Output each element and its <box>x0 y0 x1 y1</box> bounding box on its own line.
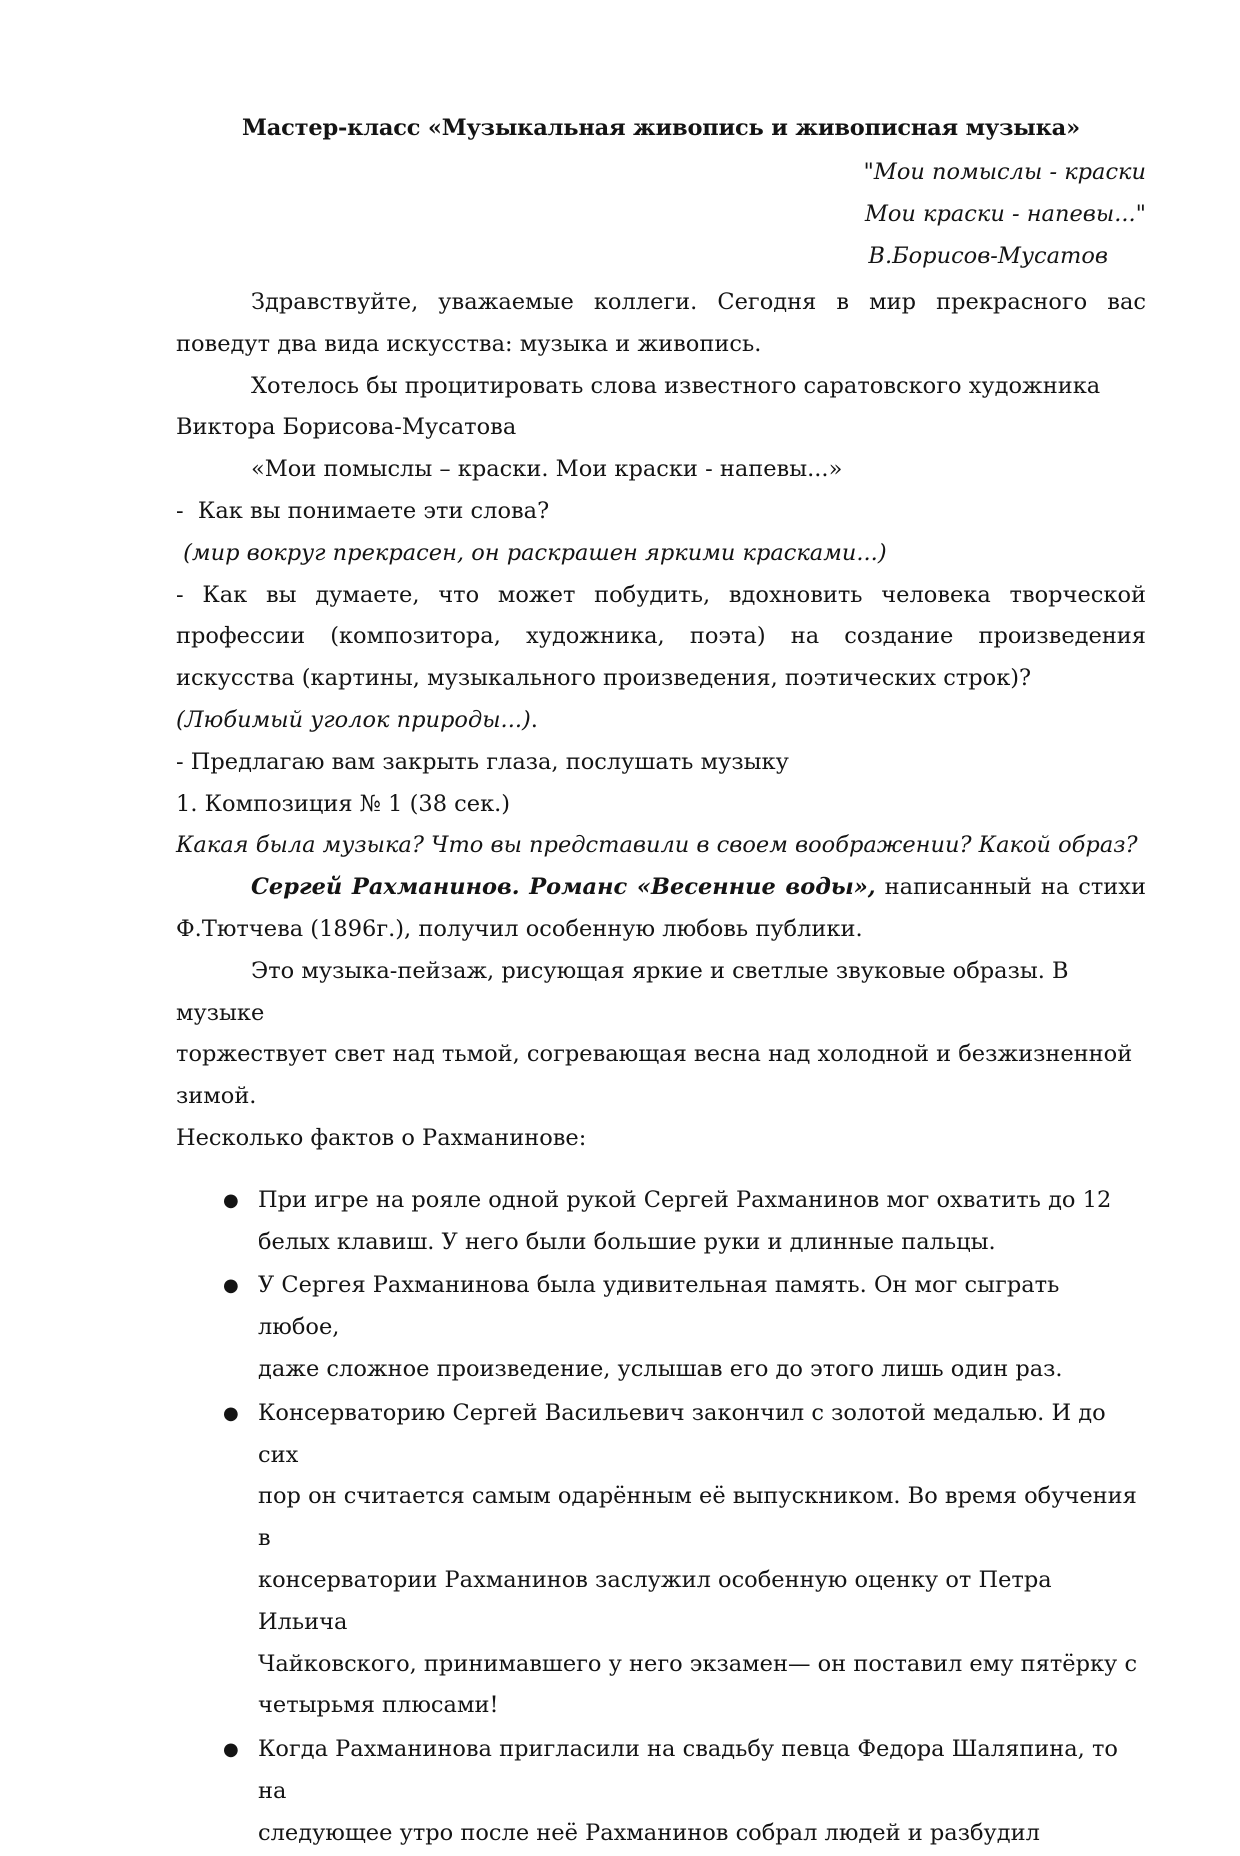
list-item <box>176 1729 1146 1854</box>
bullet-icon: ● <box>223 1189 239 1211</box>
document-page <box>176 0 1146 1846</box>
answer-2-period: . <box>530 706 538 733</box>
epigraph <box>863 152 1146 277</box>
document-body <box>176 282 1146 1856</box>
fact-1-line-2: белых клавиш. У него были большие руки и длинные пальцы. <box>258 1228 996 1255</box>
facts-intro: Несколько фактов о Рахманинове: <box>176 1124 587 1151</box>
epigraph-author: В.Борисов-Мусатов <box>868 242 1108 269</box>
fact-2-line-1: У Сергея Рахманинова была удивительная память. Он мог сыграть любое, <box>258 1272 1060 1341</box>
list-item <box>176 1180 1146 1264</box>
quote-intro-line-1: Хотелось бы процитировать слова известного саратовского художника <box>251 372 1101 399</box>
bullet-icon: ● <box>223 1275 239 1297</box>
quote-intro-line-2: Виктора Борисова-Мусатова <box>176 414 517 441</box>
document-title: Мастер-класс «Музыкальная живопись и живописная музыка» <box>242 115 1080 141</box>
quote-paragraph: «Мои помыслы – краски. Мои краски - напевы...» <box>251 456 843 483</box>
fact-2-line-2: даже сложное произведение, услышав его до этого лишь один раз. <box>258 1355 1063 1382</box>
fact-3-line-2: пор он считается самым одарённым её выпускником. Во время обучения в <box>258 1483 1137 1552</box>
landscape-line-1: Это музыка-пейзаж, рисующая яркие и светлые звуковые образы. В музыке <box>176 957 1069 1026</box>
listen-instruction: - Предлагаю вам закрыть глаза, послушать музыку <box>176 748 789 775</box>
epigraph-line-1: "Мои помыслы - краски <box>863 159 1146 185</box>
fact-3-line-5: четырьмя плюсами! <box>258 1692 499 1719</box>
epigraph-line-2: Мои краски - напевы..." <box>864 200 1146 227</box>
fact-3-line-1: Консерваторию Сергей Васильевич закончил с золотой медалью. И до сих <box>258 1399 1106 1468</box>
answer-2-line <box>176 700 1146 742</box>
fact-4-line-1: Когда Рахманинова пригласили на свадьбу певца Федора Шаляпина, то на <box>258 1736 1118 1804</box>
questions-3: Какая была музыка? Что вы представили в своем воображении? Какой образ? <box>176 832 1138 859</box>
fact-3-line-3: консерватории Рахманинов заслужил особенную оценку от Петра Ильича <box>258 1566 1052 1635</box>
list-item <box>176 1265 1146 1390</box>
romance-description: написанный на стихи Ф.Тютчева (1896г.), получил особенную любовь публики. <box>176 874 1146 942</box>
landscape-line-2: торжествует свет над тьмой, согревающая весна над холодной и безжизненной <box>176 1041 1133 1068</box>
list-item <box>176 1393 1146 1727</box>
fact-1-line-1: При игре на рояле одной рукой Сергей Рахманинов мог охватить до 12 <box>258 1186 1112 1213</box>
landscape-line-3: зимой. <box>176 1083 257 1110</box>
greeting-paragraph: Здравствуйте, уважаемые коллеги. Сегодня в мир прекрасного вас поведут два вида искусства: музыка и живопись. <box>176 289 1146 357</box>
question-2: - Как вы думаете, что может побудить, вдохновить человека творческой профессии (композитора, художника, поэта) на создание произведения искусства (картины, музыкального произведения, поэтических строк)? <box>176 581 1146 692</box>
facts-list <box>176 1180 1146 1855</box>
answer-2: (Любимый уголок природы...) <box>176 706 531 733</box>
question-1: - Как вы понимаете эти слова? <box>176 497 550 524</box>
fact-3-line-4: Чайковского, принимавшего у него экзамен— он поставил ему пятёрку с <box>258 1650 1138 1677</box>
bullet-icon: ● <box>223 1402 239 1424</box>
romance-title: Сергей Рахманинов. Романс «Весенние воды», <box>251 874 876 901</box>
fact-4-line-2: следующее утро после неё Рахманинов собрал людей и разбудил <box>258 1819 1040 1846</box>
composition-item: 1. Композиция № 1 (38 сек.) <box>176 790 511 817</box>
bullet-icon: ● <box>223 1739 239 1761</box>
answer-1: (мир вокруг прекрасен, он раскрашен яркими красками...) <box>176 539 887 566</box>
romance-paragraph <box>176 867 1146 951</box>
